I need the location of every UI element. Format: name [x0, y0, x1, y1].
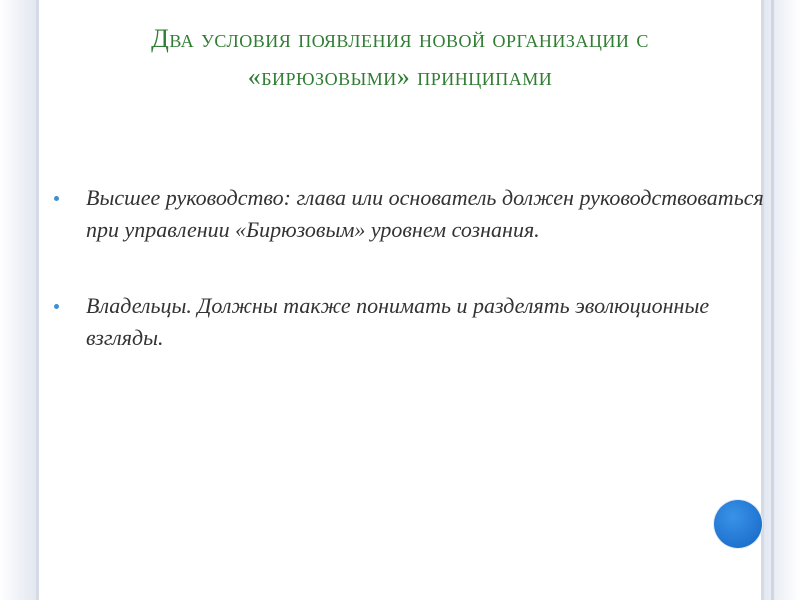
left-frame-line	[36, 0, 39, 600]
bullet-dot-icon	[54, 304, 59, 309]
right-frame-accent	[771, 0, 774, 600]
bullet-item-leadership	[50, 182, 770, 246]
slide-title-line-2: «бирюзовыми» принципами	[247, 62, 553, 91]
bullet-text-leadership: Высшее руководство: глава или основатель должен руководствоваться при управлении «Бирюзовым» уровнем сознания.	[86, 185, 764, 242]
bullet-dot-icon	[54, 196, 59, 201]
bullet-item-owners	[50, 290, 770, 354]
left-frame-bar	[0, 0, 36, 600]
bullet-text-owners: Владельцы. Должны также понимать и разделять эволюционные взгляды.	[86, 293, 710, 350]
blue-circle-icon[interactable]	[714, 500, 762, 548]
slide-title	[60, 20, 740, 96]
bullet-list	[50, 182, 770, 398]
slide-title-line-1: Два условия появления новой организации с	[151, 24, 649, 53]
